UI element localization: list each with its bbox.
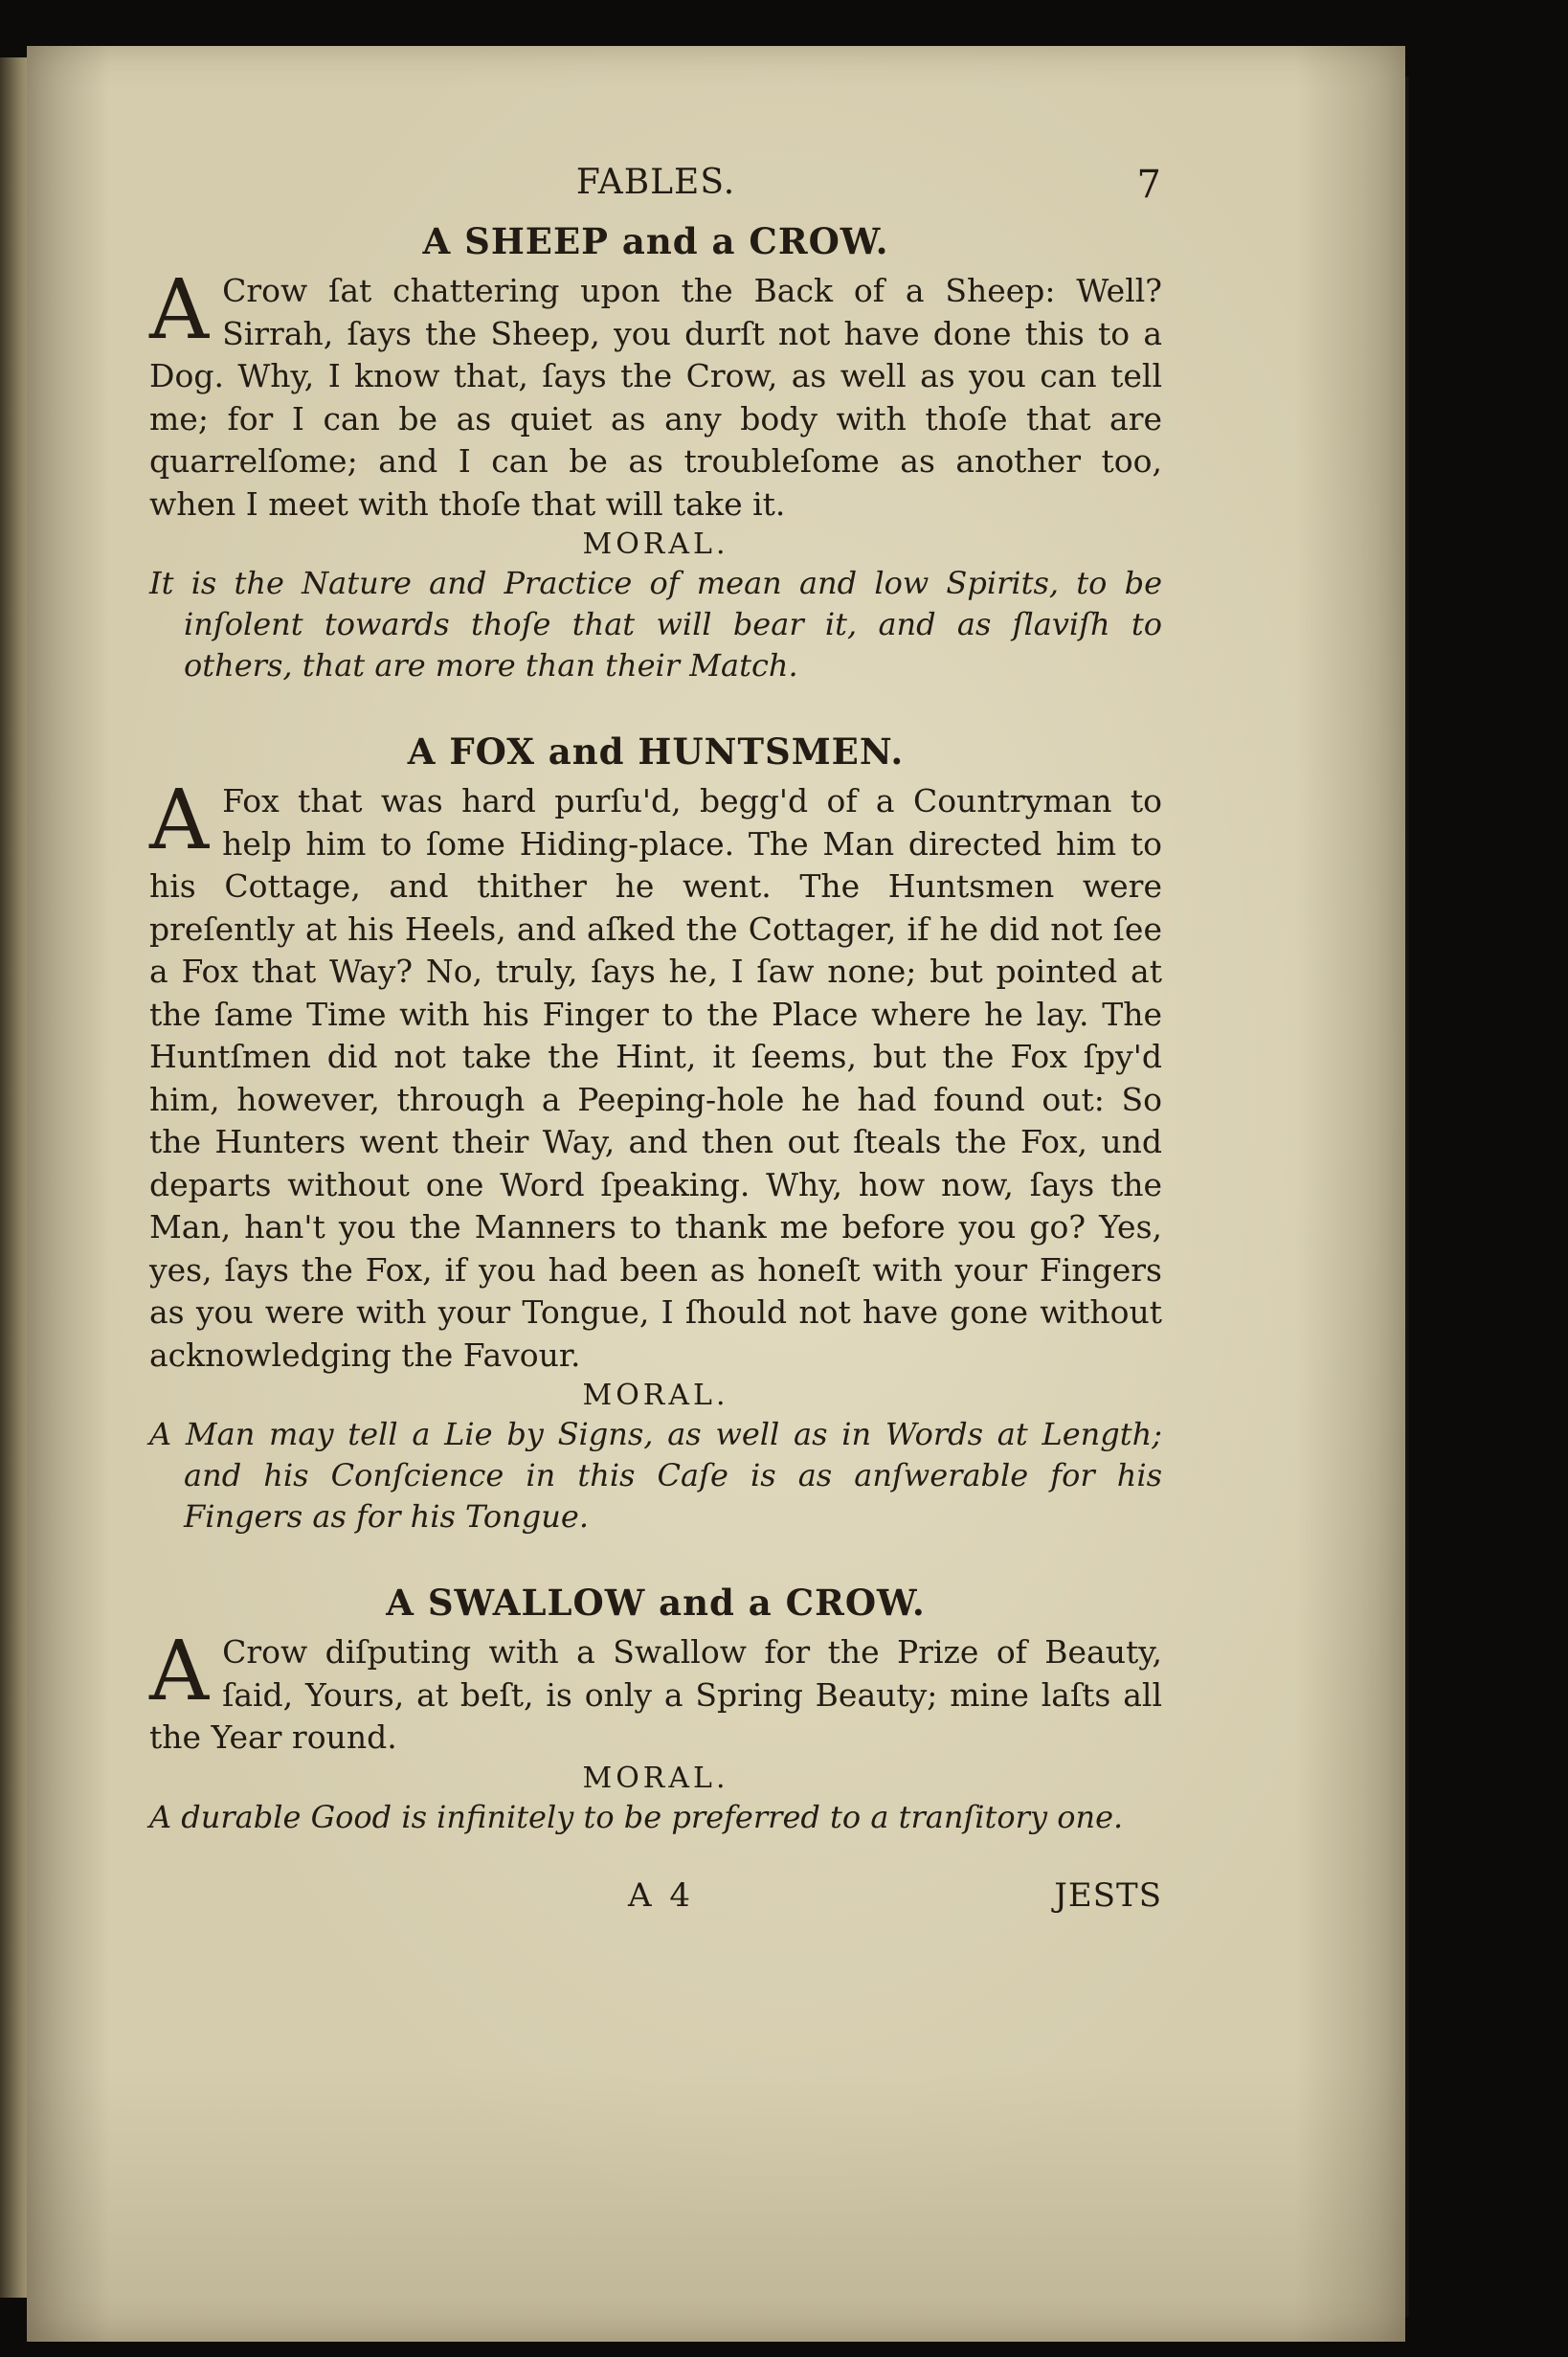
drop-cap: A [149,1624,210,1719]
running-header [149,163,1162,220]
fable-body-text: Crow ſat chattering upon the Back of a Sheep: Well? Sirrah, ſays the Sheep, you durſt not have done this to a Dog. Why, I know that, ſays the Crow, as well as you can tell me; for I can be as quiet as any body with thoſe that are quarrelſome; and I can be as troubleſome as another too, when I meet with thoſe that will take it. [149,272,1162,523]
catchword: JESTS [1054,1875,1162,1915]
fable-body-text: Fox that was hard purſu'd, begg'd of a Countryman to help him to ſome Hiding-place. The Man directed him to his Cottage, and thither he went. The Huntsmen were preſently at his Heels, and aſked the Cottager, if he did not ſee a Fox that Way? No, truly, ſays he, I ſaw none; but pointed at the ſame Time with his Finger to the Place where he lay. The Huntſmen did not take the Hint, it ſeems, but the Fox ſpy'd him, however, through a Peeping-hole he had found out: So the Hunters went their Way, and then out ſteals the Fox, und departs without one Word ſpeaking. Why, how now, ſays the Man, han't you the Manners to thank me before you go? Yes, yes, ſays the Fox, if you had been as honeſt with your Fingers as you were with your Tongue, I ſhould not have gone without acknowledging the Favour. [149,782,1162,1374]
fable-title: A FOX and HUNTSMEN. [407,730,905,773]
fable-body [149,773,1162,1377]
fable-swallow-crow [149,1582,1162,1838]
page-text-block [149,163,1162,1924]
fable-body [149,1624,1162,1760]
moral-text: A Man may tell a Lie by Signs, as well as in Words at Length; and his Conſcience in this Caſe is as anſwerable for his Fingers as for his Tongue. [149,1416,1162,1535]
fable-body-text: Crow diſputing with a Swallow for the Prize of Beauty, ſaid, Yours, at beſt, is only a Spring Beauty; mine laſts all the Year round. [149,1633,1162,1756]
fable-fox-huntsmen [149,730,1162,1538]
drop-cap: A [149,262,210,358]
drop-cap: A [149,773,210,868]
moral-text: It is the Nature and Practice of mean and low Spirits, to be inſolent towards thoſe that will bear it, and as ſlaviſh to others, that are more than their Match. [149,565,1162,684]
running-head-title: FABLES. [575,163,736,202]
moral-heading: MORAL. [582,1761,729,1795]
page-number: 7 [1136,163,1162,207]
moral-heading: MORAL. [582,528,729,561]
fable-title: A SWALLOW and a CROW. [386,1582,926,1624]
moral-heading: MORAL. [582,1379,729,1412]
signature-mark: A 4 [628,1875,694,1915]
fable-sheep-crow [149,220,1162,686]
page-footer [149,1876,1162,1924]
moral-text: A durable Good is infinitely to be preferred to a tranſitory one. [149,1798,1124,1835]
fable-body [149,262,1162,526]
fable-title: A SHEEP and a CROW. [422,220,889,262]
